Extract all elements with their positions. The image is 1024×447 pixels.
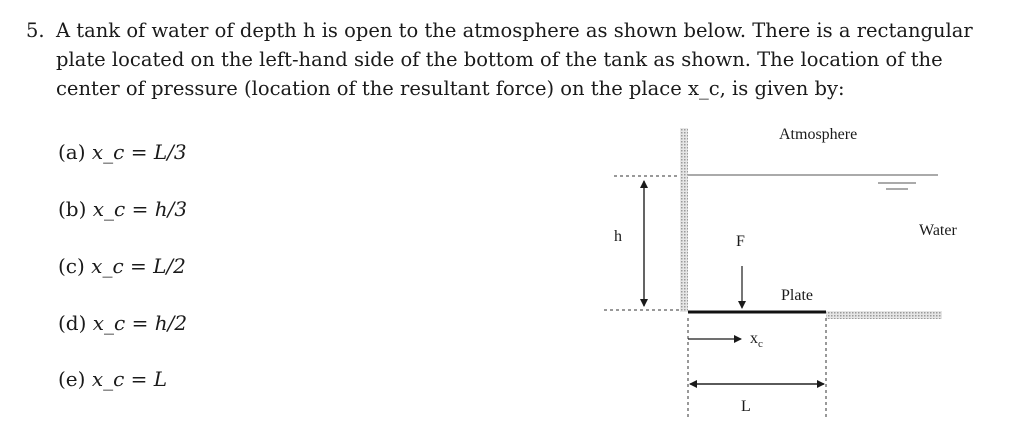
option-b-expr: x_c = h/3 <box>92 197 188 221</box>
question-number: 5. <box>26 19 45 42</box>
L-label: L <box>741 398 751 415</box>
xc-subscript: c <box>758 338 763 350</box>
option-d-expr: x_c = h/2 <box>92 311 188 335</box>
plate-label: Plate <box>781 287 813 304</box>
xc-label: $x_c$ <box>750 330 763 350</box>
h-label: h <box>614 228 622 245</box>
option-a-label: (a) <box>58 140 86 164</box>
option-e-label: (e) <box>58 367 86 391</box>
option-a-expr: x_c = L/3 <box>91 140 187 164</box>
option-b-label: (b) <box>58 197 87 221</box>
option-c-label: (c) <box>58 254 85 278</box>
option-d-label: (d) <box>58 311 87 335</box>
option-c-expr: x_c = L/2 <box>91 254 186 278</box>
question-text: A tank of water of depth h is open to the atmosphere as shown below. There is a rectangular plate located on the left-hand side of the bottom of the tank as shown. The location of the center of pressure (location of the resultant force) on the place x_c, is given by: <box>56 19 973 100</box>
atmosphere-label: Atmosphere <box>779 126 858 143</box>
tank-left-wall <box>680 128 688 312</box>
force-label: F <box>736 233 745 250</box>
water-label: Water <box>919 222 957 239</box>
option-e-expr: x_c = L <box>91 367 168 391</box>
tank-bottom <box>826 311 942 319</box>
